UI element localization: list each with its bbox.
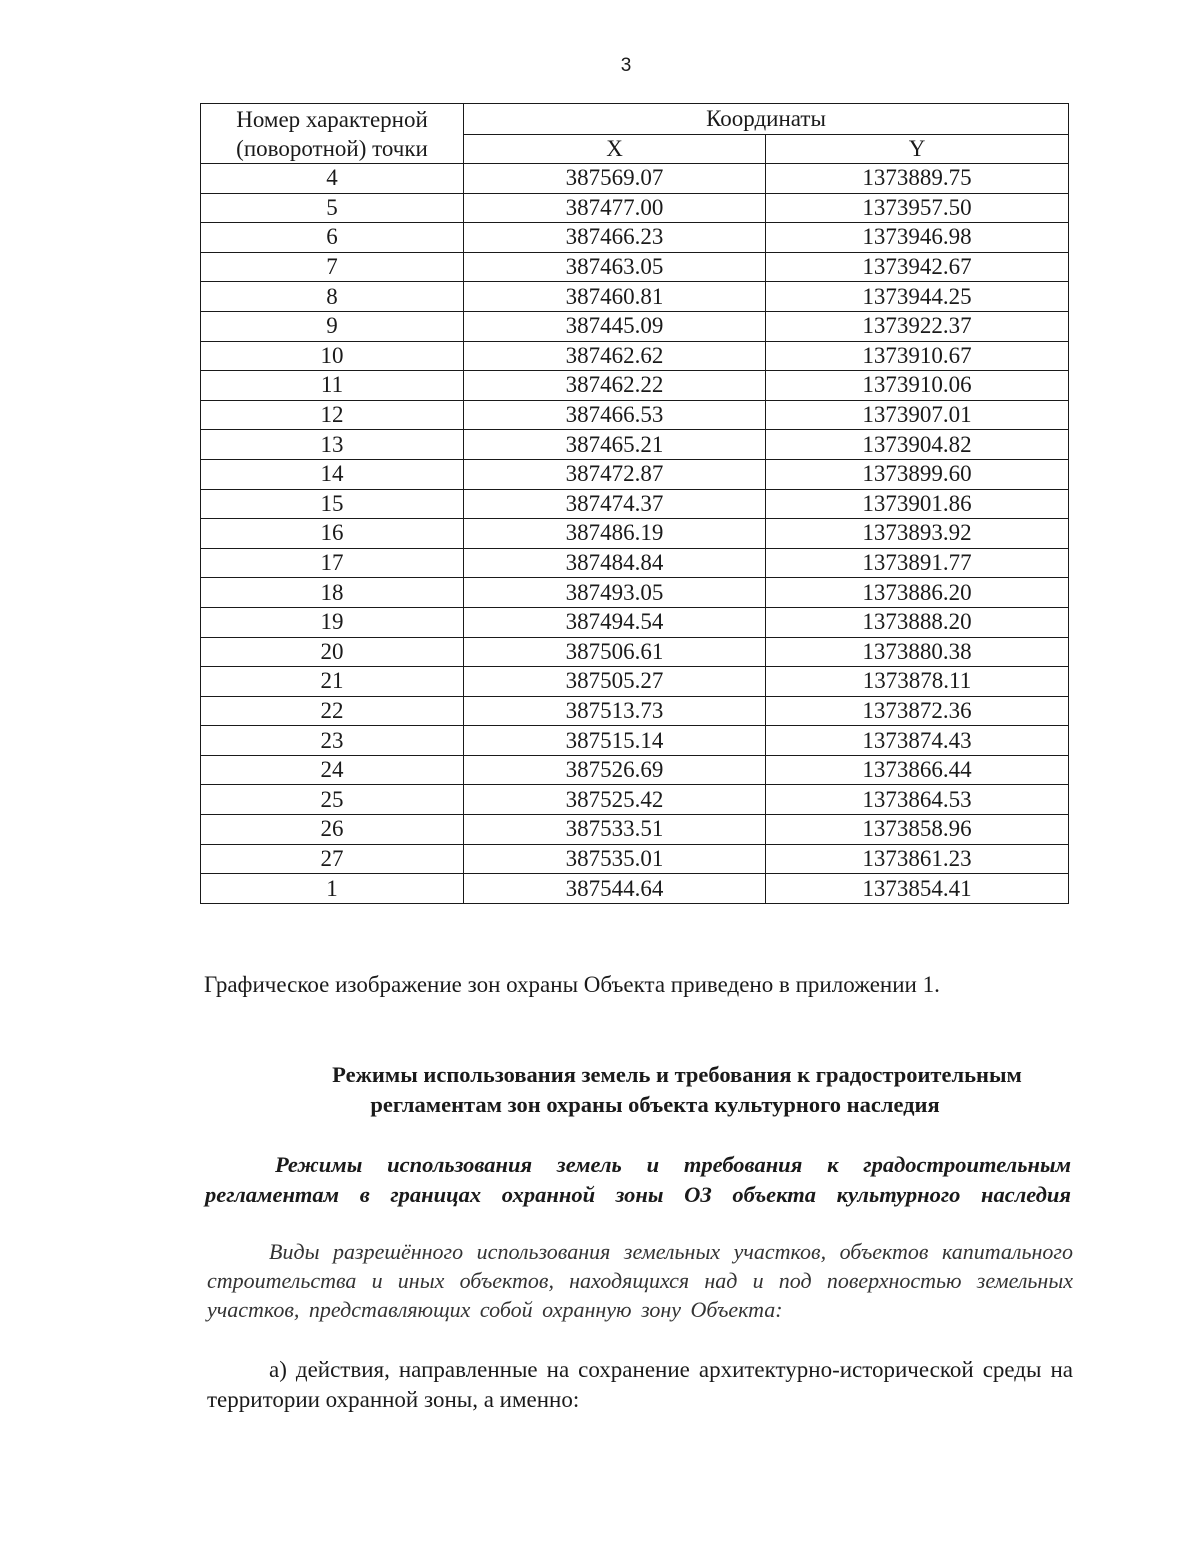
x-coordinate-cell: 387535.01 [464,844,766,874]
page-number: 3 [620,55,632,76]
table-row [201,519,1069,549]
table-row [201,371,1069,401]
x-coordinate-cell: 387533.51 [464,815,766,845]
point-number-cell: 19 [201,607,464,637]
x-coordinate-cell: 387525.42 [464,785,766,815]
x-coordinate-cell: 387465.21 [464,430,766,460]
x-coordinate-cell: 387463.05 [464,252,766,282]
y-coordinate-cell: 1373904.82 [766,430,1069,460]
point-number-cell: 6 [201,223,464,253]
x-coordinate-cell: 387445.09 [464,311,766,341]
table-row [201,164,1069,194]
y-coordinate-cell: 1373922.37 [766,311,1069,341]
x-coordinate-cell: 387544.64 [464,874,766,904]
point-number-cell: 25 [201,785,464,815]
point-number-cell: 22 [201,696,464,726]
table-row [201,311,1069,341]
x-coordinate-cell: 387466.53 [464,400,766,430]
point-number-cell: 12 [201,400,464,430]
x-coordinate-cell: 387493.05 [464,578,766,608]
point-number-cell: 10 [201,341,464,371]
table-row [201,223,1069,253]
point-number-cell: 17 [201,548,464,578]
x-coordinate-cell: 387462.22 [464,371,766,401]
x-coordinate-cell: 387472.87 [464,459,766,489]
coordinates-table [200,103,1069,904]
action-paragraph: а) действия, направленные на сохранение архитектурно-исторической среды на территории охранной зоны, а именно: [207,1357,1073,1412]
point-number-cell: 15 [201,489,464,519]
table-header [201,104,1069,164]
table-row [201,430,1069,460]
x-coordinate-cell: 387477.00 [464,193,766,223]
y-coordinate-cell: 1373888.20 [766,607,1069,637]
point-number-cell: 11 [201,371,464,401]
section-heading-line1: Режимы использования земель и требования к градостроительным [332,1062,1022,1087]
table-row [201,282,1069,312]
point-number-cell: 8 [201,282,464,312]
y-coordinate-cell: 1373858.96 [766,815,1069,845]
table-row [201,815,1069,845]
point-number-cell: 20 [201,637,464,667]
table-row [201,252,1069,282]
table-body [201,164,1069,904]
y-coordinate-cell: 1373872.36 [766,696,1069,726]
x-coordinate-cell: 387515.14 [464,726,766,756]
y-coordinate-cell: 1373866.44 [766,755,1069,785]
x-column-header: X [464,135,766,164]
y-coordinate-cell: 1373910.06 [766,371,1069,401]
table-row [201,874,1069,904]
point-number-cell: 18 [201,578,464,608]
y-coordinate-cell: 1373942.67 [766,252,1069,282]
point-number-cell: 23 [201,726,464,756]
y-coordinate-cell: 1373880.38 [766,637,1069,667]
graphic-note: Графическое изображение зон охраны Объекта приведено в приложении 1. [204,972,940,997]
table-row [201,667,1069,697]
y-coordinate-cell: 1373899.60 [766,459,1069,489]
point-number-cell: 26 [201,815,464,845]
y-coordinate-cell: 1373889.75 [766,164,1069,194]
x-coordinate-cell: 387526.69 [464,755,766,785]
point-number-header-line2: (поворотной) точки [236,135,428,161]
table-row [201,578,1069,608]
x-coordinate-cell: 387474.37 [464,489,766,519]
table-row [201,726,1069,756]
point-number-cell: 1 [201,874,464,904]
coordinates-header: Координаты [464,104,1069,135]
y-coordinate-cell: 1373944.25 [766,282,1069,312]
permitted-use-paragraph: Виды разрешённого использования земельных участков, объектов капитального строительства и иных объектов, находящихся над и под поверхностью земельных участков, представляющих собой охранную зону Объекта: [207,1239,1073,1322]
y-coordinate-cell: 1373907.01 [766,400,1069,430]
subsection-heading [205,1150,1071,1210]
y-coordinate-cell: 1373891.77 [766,548,1069,578]
point-number-header-line1: Номер характерной [236,106,428,132]
x-coordinate-cell: 387513.73 [464,696,766,726]
point-number-cell: 13 [201,430,464,460]
x-coordinate-cell: 387460.81 [464,282,766,312]
point-number-cell: 24 [201,755,464,785]
section-heading [205,1060,1075,1120]
point-number-header [201,104,464,164]
subsection-heading-line2: регламентам в границах охранной зоны ОЗ объекта культурного наследия [205,1182,1071,1207]
y-column-header: Y [766,135,1069,164]
table-row [201,844,1069,874]
x-coordinate-cell: 387466.23 [464,223,766,253]
x-coordinate-cell: 387569.07 [464,164,766,194]
point-number-cell: 27 [201,844,464,874]
y-coordinate-cell: 1373861.23 [766,844,1069,874]
point-number-cell: 16 [201,519,464,549]
table-row [201,193,1069,223]
x-coordinate-cell: 387486.19 [464,519,766,549]
y-coordinate-cell: 1373910.67 [766,341,1069,371]
point-number-cell: 9 [201,311,464,341]
y-coordinate-cell: 1373878.11 [766,667,1069,697]
table-row [201,459,1069,489]
x-coordinate-cell: 387494.54 [464,607,766,637]
table-row [201,755,1069,785]
table-row [201,489,1069,519]
y-coordinate-cell: 1373874.43 [766,726,1069,756]
table-row [201,637,1069,667]
y-coordinate-cell: 1373946.98 [766,223,1069,253]
y-coordinate-cell: 1373893.92 [766,519,1069,549]
point-number-cell: 4 [201,164,464,194]
section-heading-line2: регламентам зон охраны объекта культурного наследия [370,1092,940,1117]
table-row [201,341,1069,371]
y-coordinate-cell: 1373901.86 [766,489,1069,519]
subsection-heading-line1: Режимы использования земель и требования к градостроительным [275,1152,1071,1177]
point-number-cell: 14 [201,459,464,489]
point-number-cell: 7 [201,252,464,282]
y-coordinate-cell: 1373854.41 [766,874,1069,904]
table-row [201,696,1069,726]
y-coordinate-cell: 1373886.20 [766,578,1069,608]
y-coordinate-cell: 1373957.50 [766,193,1069,223]
x-coordinate-cell: 387484.84 [464,548,766,578]
table-row [201,548,1069,578]
x-coordinate-cell: 387462.62 [464,341,766,371]
x-coordinate-cell: 387505.27 [464,667,766,697]
point-number-cell: 21 [201,667,464,697]
table-row [201,785,1069,815]
table-row [201,400,1069,430]
point-number-cell: 5 [201,193,464,223]
y-coordinate-cell: 1373864.53 [766,785,1069,815]
x-coordinate-cell: 387506.61 [464,637,766,667]
table-row [201,607,1069,637]
